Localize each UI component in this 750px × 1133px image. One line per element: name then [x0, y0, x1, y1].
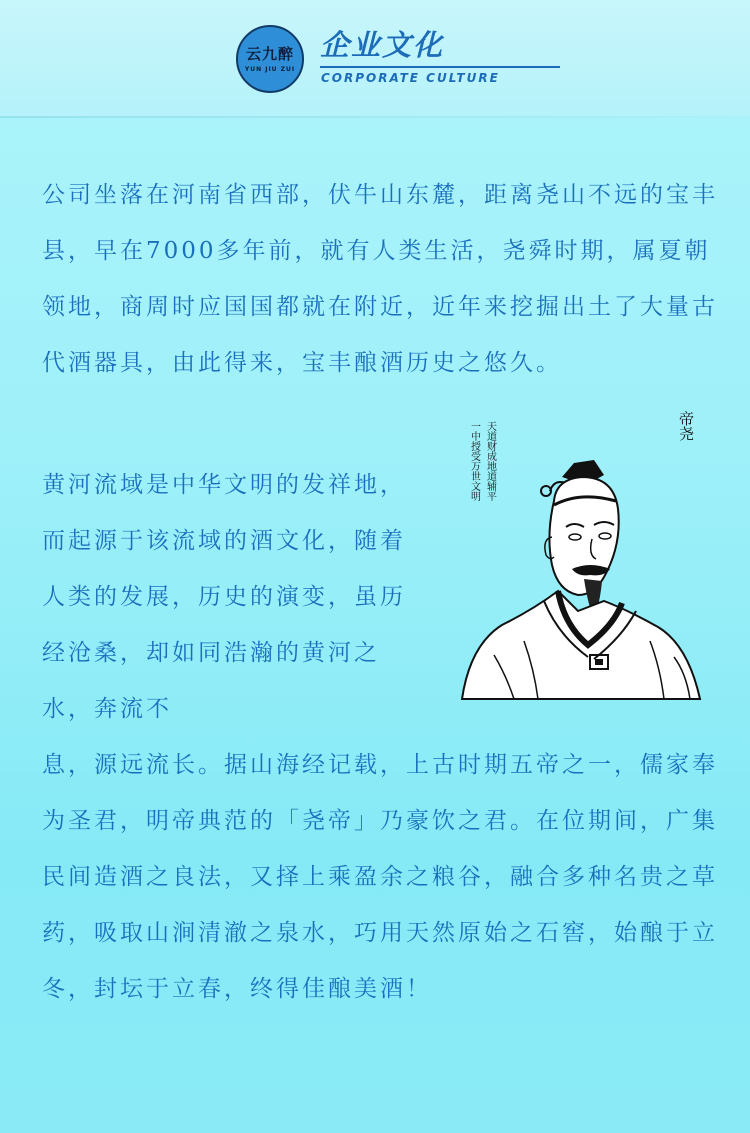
- logo-chinese-text: 云九醉: [245, 44, 294, 63]
- portrait-robe: [462, 591, 700, 699]
- paragraph-yellow-river: 黄河流域是中华文明的发祥地，而起源于该流域的酒文化，随着人类的发展，历史的演变，虽历经沧桑，却如同浩瀚的黄河之水，奔流不: [42, 472, 406, 722]
- brand-logo[interactable]: [236, 25, 304, 93]
- section-title: 企业文化: [320, 28, 445, 62]
- paragraph-emperor-yao: 息，源远流长。据山海经记载，上古时期五帝之一，儒家奉为圣君，明帝典范的「尧帝」乃豪饮之君。在位期间，广集民间造酒之良法，又择上乘盈余之粮谷，融合多种名贵之草药，吸取山涧清澈之泉水，巧用天然原始之石窖，始酿于立冬，封坛于立春，终得佳酿美酒！: [42, 752, 718, 1002]
- section-subtitle: CORPORATE CULTURE: [321, 71, 500, 85]
- portrait-inscription-col2: 一中授受万世文明: [468, 421, 480, 501]
- header-divider: [0, 116, 750, 118]
- paragraph-intro: 公司坐落在河南省西部，伏牛山东麓，距离尧山不远的宝丰县，早在7000多年前，就有人类生活，尧舜时期，属夏朝领地，商周时应国国都就在附近，近年来挖掘出土了大量古代酒器具，由此得来，宝丰酿酒历史之悠久。: [42, 182, 718, 376]
- title-underline: [320, 66, 560, 68]
- portrait-inscription-col1: 天道财成地道辅平: [484, 421, 496, 501]
- portrait-head: [549, 477, 618, 595]
- emperor-yao-portrait: [454, 405, 704, 700]
- logo-english-text: YUN JIU ZUI: [244, 65, 296, 73]
- portrait-name: 帝尧: [677, 411, 695, 441]
